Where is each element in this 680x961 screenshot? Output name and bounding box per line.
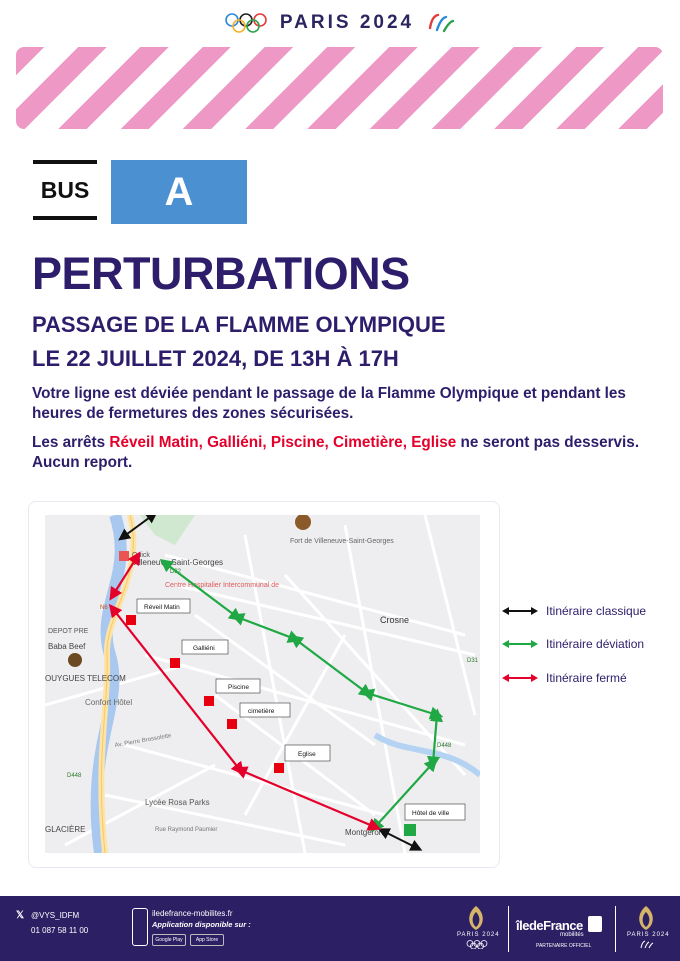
place-crosne: Crosne [380,615,410,625]
stop-label-gallieni: Galliéni [193,645,215,652]
route-map [45,515,480,853]
stop-marker-reveil [126,615,136,625]
place-centre: Centre Hospitalier Intercommunal de [165,582,279,589]
header [0,8,680,38]
paralympic-flame-icon [636,906,656,930]
app-available-text: Application disponible sur : [152,920,251,929]
legend-closed-label: Itinéraire fermé [546,671,627,685]
divider [615,906,616,952]
road-d32: D32 [170,569,182,575]
place-rue-paumier: Rue Raymond Paumier [155,827,218,833]
road-d448: D448 [67,773,82,779]
place-montgeron: Montgeron [345,828,384,837]
place-depot: DEPOT PRE [48,628,89,635]
paralympic-agitos-icon [426,12,456,34]
legend-deviation-label: Itinéraire déviation [546,637,645,651]
closed-stops-list: Réveil Matin, Galliéni, Piscine, Cimetière, Eglise [109,434,457,451]
place-glaciere: GLACIÈRE [45,825,86,834]
legend-arrow-classic-icon [502,605,538,617]
stops-prefix: Les arrêts [32,434,110,451]
legend-classic [502,604,646,618]
x-twitter-icon[interactable]: 𝕏 [16,910,25,921]
olympic-rings-icon [224,12,268,34]
legend-arrow-deviation-icon [502,638,538,650]
stop-label-hotel: Hôtel de ville [412,810,450,817]
paragraph-stops [32,433,652,473]
line-badge: A [111,160,247,224]
place-quick: Quick [132,552,150,559]
quick-marker [119,551,129,561]
stop-label-cimetiere: cimetière [248,708,275,715]
place-confort: Confort Hôtel [85,698,133,707]
subtitle-date: LE 22 JUILLET 2024, DE 13H À 17H [32,346,399,371]
stop-marker-gallieni [170,658,180,668]
road-n6: N6 [100,605,108,611]
brand-title: PARIS 2024 [279,12,415,33]
baba-marker [68,653,82,667]
agitos-small-icon [640,940,654,949]
paragraph-deviation: Votre ligne est déviée pendant le passage de la Flamme Olympique et pendant les heures de fermetures des zones sécurisées. [32,385,626,422]
twitter-handle[interactable]: @VYS_IDFM [31,911,80,920]
idfm-runner-icon [588,916,602,932]
app-store-button[interactable]: App Store [190,934,224,946]
olympic-rings-small-icon [466,940,488,949]
road-d31: D31 [467,658,479,664]
legend-classic-label: Itinéraire classique [546,604,647,618]
road-d448b: D448 [437,743,452,749]
mode-label: BUS [33,160,97,220]
stop-label-piscine: Piscine [228,684,249,691]
stop-label-eglise: Eglise [298,751,316,758]
stop-marker-piscine [204,696,214,706]
legend-deviation [502,637,644,651]
idfm-logo-text: îledeFrance [516,918,583,933]
subtitle-event: PASSAGE DE LA FLAMME OLYMPIQUE [32,312,446,337]
place-fort: Fort de Villeneuve-Saint-Georges [290,538,394,545]
paris2024-flame-icon [466,906,486,930]
footer-paralympic-label: PARIS 2024 [627,932,670,938]
stop-label-reveil: Réveil Matin [144,604,180,611]
divider [508,906,509,952]
phone-app-icon [132,908,148,946]
place-lycee: Lycée Rosa Parks [145,798,210,807]
stop-marker-cimetiere [227,719,237,729]
place-bouygues: OUYGUES TELECOM [45,674,126,683]
place-av-pierre: Av. Pierre Brossolette [114,733,172,749]
stop-marker-eglise [274,763,284,773]
hazard-stripes-banner [16,47,663,129]
idfm-logo-sub: mobilités [560,932,584,938]
legend-closed [502,671,627,685]
stops-suffix: ne seront pas desservis. Aucun report. [32,434,640,471]
phone-number: 01 087 58 11 00 [31,926,89,935]
google-play-button[interactable]: Google Play [152,934,186,946]
place-baba: Baba Beef [48,642,86,651]
legend-arrow-closed-icon [502,672,538,684]
partner-label: PARTENAIRE OFFICIEL [536,943,592,949]
stop-marker-hotel [404,824,416,836]
website-link[interactable]: iledefrance-mobilites.fr [152,909,233,918]
page-title: PERTURBATIONS [32,248,410,299]
footer [0,896,680,961]
footer-paris2024-label: PARIS 2024 [457,932,500,938]
place-villeneuve: Villeneuve-Saint-Georges [132,558,224,567]
